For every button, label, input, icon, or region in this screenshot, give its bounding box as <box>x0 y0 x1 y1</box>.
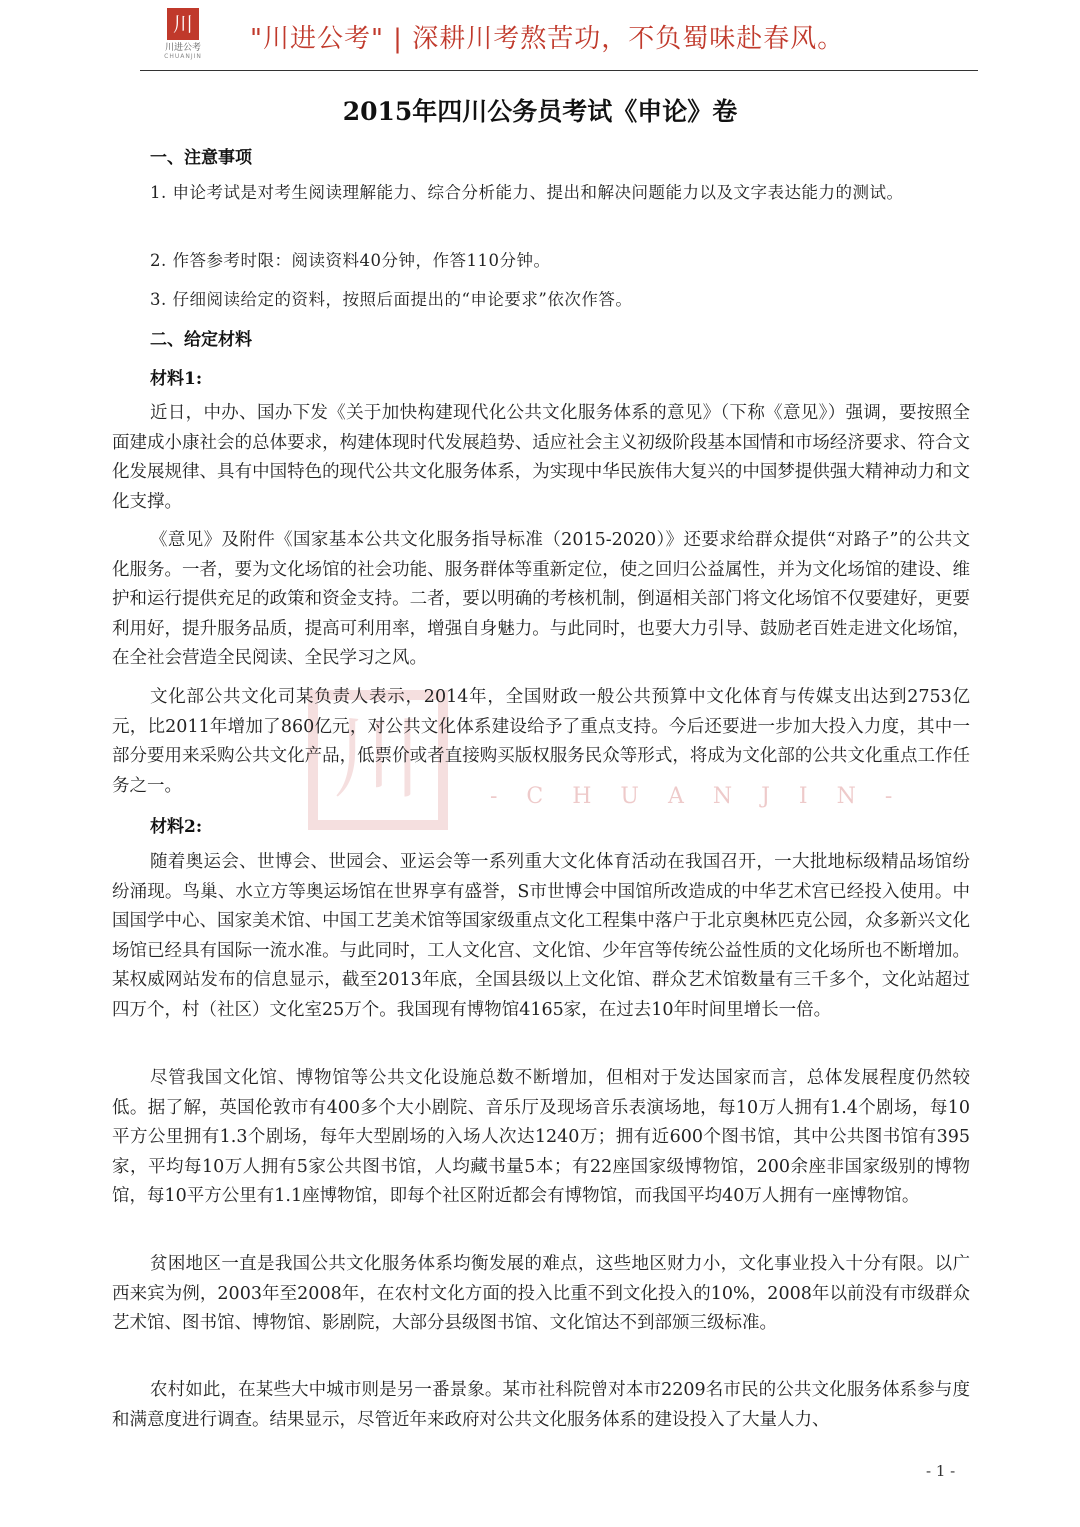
watermark-logo-icon: 川 <box>308 690 448 830</box>
section-heading-notes: 一、注意事项 <box>150 148 252 168</box>
logo-name: 川进公考 <box>164 43 201 53</box>
note-item: 2. 作答参考时限：阅读资料40分钟，作答110分钟。 <box>150 251 551 270</box>
paragraph: 随着奥运会、世博会、世园会、亚运会等一系列重大文化体育活动在我国召开，一大批地标级精品场馆纷纷涌现。鸟巢、水立方等奥运场馆在世界享有盛誉，S市世博会中国馆所改造成的中华艺术宫已经投入使用。中国国学中心、国家美术馆、中国工艺美术馆等国家级重点文化工程集中落户于北京奥林匹克公园，众多新兴文化场馆已经具有国际一流水准。与此同时，工人文化宫、文化馆、少年宫等传统公益性质的文化场所也不断增加。某权威网站发布的信息显示，截至2013年底，全国县级以上文化馆、群众艺术馆数量有三千多个，文化站超过四万个，村（社区）文化室25万个。我国现有博物馆4165家，在过去10年时间里增长一倍。 <box>112 852 970 1020</box>
header-slogan: "川进公考" | 深耕川考熬苦功，不负蜀味赴春风。 <box>250 24 845 54</box>
paragraph: 《意见》及附件《国家基本公共文化服务指导标准（2015-2020）》还要求给群众提供“对路子”的公共文化服务。一者，要为文化场馆的社会功能、服务群体等重新定位，使之回归公益属性，并为文化场馆的建设、维护和运行提供充足的政策和资金支持。二者，要以明确的考核机制，倒逼相关部门将文化场馆不仅要建好，更要利用好，提升服务品质，提高可利用率，增强自身魅力。与此同时，也要大力引导、鼓励老百姓走进文化场馆，在全社会营造全民阅读、全民学习之风。 <box>112 530 970 668</box>
header-divider <box>140 70 978 71</box>
paragraph: 农村如此，在某些大中城市则是另一番景象。某市社科院曾对本市2209名市民的公共文化服务体系参与度和满意度进行调查。结果显示，尽管近年来政府对公共文化服务体系的建设投入了大量人力、 <box>112 1380 970 1430</box>
paragraph: 尽管我国文化馆、博物馆等公共文化设施总数不断增加，但相对于发达国家而言，总体发展程度仍然较低。据了解，英国伦敦市有400多个大小剧院、音乐厅及现场音乐表演场地，每10万人拥有1.4个剧场，每10平方公里拥有1.3个剧场，每年大型剧场的入场人次达1240万；拥有近600个图书馆，其中公共图书馆有395家，平均每10万人拥有5家公共图书馆，人均藏书量5本；有22座国家级博物馆，200余座非国家级别的博物馆，每10平方公里有1.1座博物馆，即每个社区附近都会有博物馆，而我国平均40万人拥有一座博物馆。 <box>112 1068 970 1206</box>
page-title: 2015年四川公务员考试《申论》卷 <box>342 97 738 126</box>
paragraph: 近日，中办、国办下发《关于加快构建现代化公共文化服务体系的意见》（下称《意见》）强调，要按照全面建成小康社会的总体要求，构建体现时代发展趋势、适应社会主义初级阶段基本国情和市场经济要求、符合文化发展规律、具有中国特色的现代公共文化服务体系，为实现中华民族伟大复兴的中国梦提供强大精神动力和文化支撑。 <box>112 403 970 512</box>
page-number: - 1 - <box>926 1462 956 1480</box>
logo-english: CHUANJIN <box>164 53 202 60</box>
note-item: 3. 仔细阅读给定的资料，按照后面提出的“申论要求”依次作答。 <box>150 290 633 309</box>
note-item: 1. 申论考试是对考生阅读理解能力、综合分析能力、提出和解决问题能力以及文字表达能力的测试。 <box>150 183 904 202</box>
brand-logo <box>160 8 206 66</box>
material-label: 材料1: <box>150 369 203 389</box>
paragraph: 贫困地区一直是我国公共文化服务体系均衡发展的难点，这些地区财力小，文化事业投入十分有限。以广西来宾为例，2003年至2008年，在农村文化方面的投入比重不到文化投入的10%，2008年以前没有市级群众艺术馆、图书馆、博物馆、影剧院，大部分县级图书馆、文化馆达不到部颁三级标准。 <box>112 1254 970 1333</box>
logo-mark-icon: 川 <box>167 8 199 40</box>
section-heading-materials: 二、给定材料 <box>150 330 252 350</box>
material-label: 材料2: <box>150 817 203 837</box>
paragraph: 文化部公共文化司某负责人表示，2014年，全国财政一般公共预算中文化体育与传媒支出达到2753亿元，比2011年增加了860亿元，对公共文化体系建设给予了重点支持。今后还要进一步加大投入力度，其中一部分要用来采购公共文化产品，低票价或者直接购买版权服务民众等形式，将成为文化部的公共文化重点工作任务之一。 <box>112 687 970 796</box>
watermark-text: - C H U A N J I N - <box>490 784 904 809</box>
page-header <box>140 4 980 68</box>
